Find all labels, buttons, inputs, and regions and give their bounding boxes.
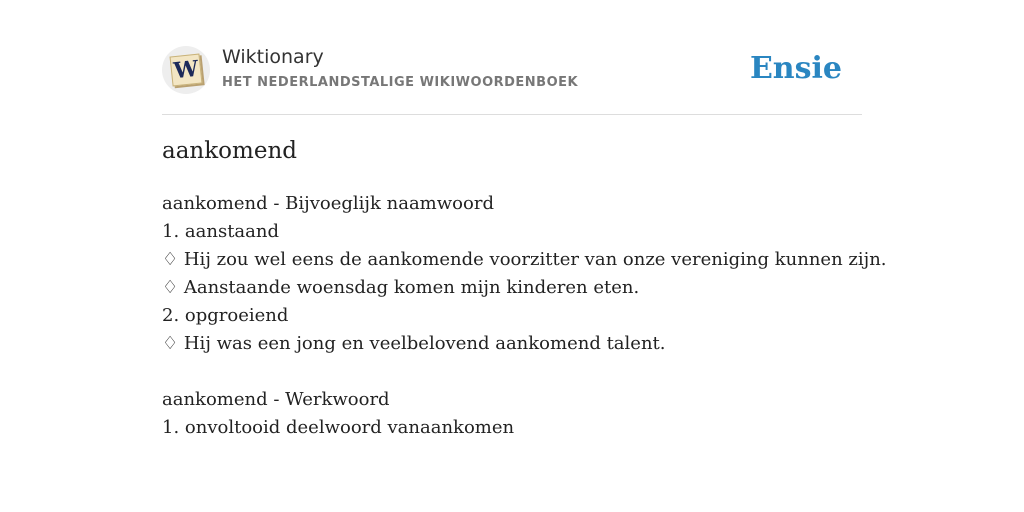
logo-letter: W xyxy=(172,55,200,85)
definition-line: 2. opgroeiend xyxy=(162,305,289,326)
example-line: ♢ Aanstaande woensdag komen mijn kinderen eten. xyxy=(162,277,640,298)
definition-line: 1. onvoltooid deelwoord vanaankomen xyxy=(162,417,515,438)
example-line: ♢ Hij was een jong en veelbelovend aankomend talent. xyxy=(162,333,666,354)
wiktionary-logo-icon[interactable] xyxy=(162,46,210,94)
ensie-brand-link[interactable]: Ensie xyxy=(749,51,842,86)
site-title[interactable]: Wiktionary xyxy=(222,46,324,68)
article-card xyxy=(162,0,887,438)
entry-spacer xyxy=(162,358,922,386)
site-header xyxy=(162,0,862,115)
entry-heading: aankomend - Bijvoeglijk naamwoord xyxy=(162,193,494,214)
definition-line: 1. aanstaand xyxy=(162,221,279,242)
site-subtitle: HET NEDERLANDSTALIGE WIKIWOORDENBOEK xyxy=(222,75,579,90)
entry-heading: aankomend - Werkwoord xyxy=(162,389,390,410)
entries xyxy=(162,190,922,442)
entry xyxy=(162,190,922,358)
page-title: aankomend xyxy=(162,138,297,164)
entry xyxy=(162,386,922,442)
logo-tile xyxy=(170,54,203,87)
example-line: ♢ Hij zou wel eens de aankomende voorzitter van onze vereniging kunnen zijn. xyxy=(162,249,887,270)
